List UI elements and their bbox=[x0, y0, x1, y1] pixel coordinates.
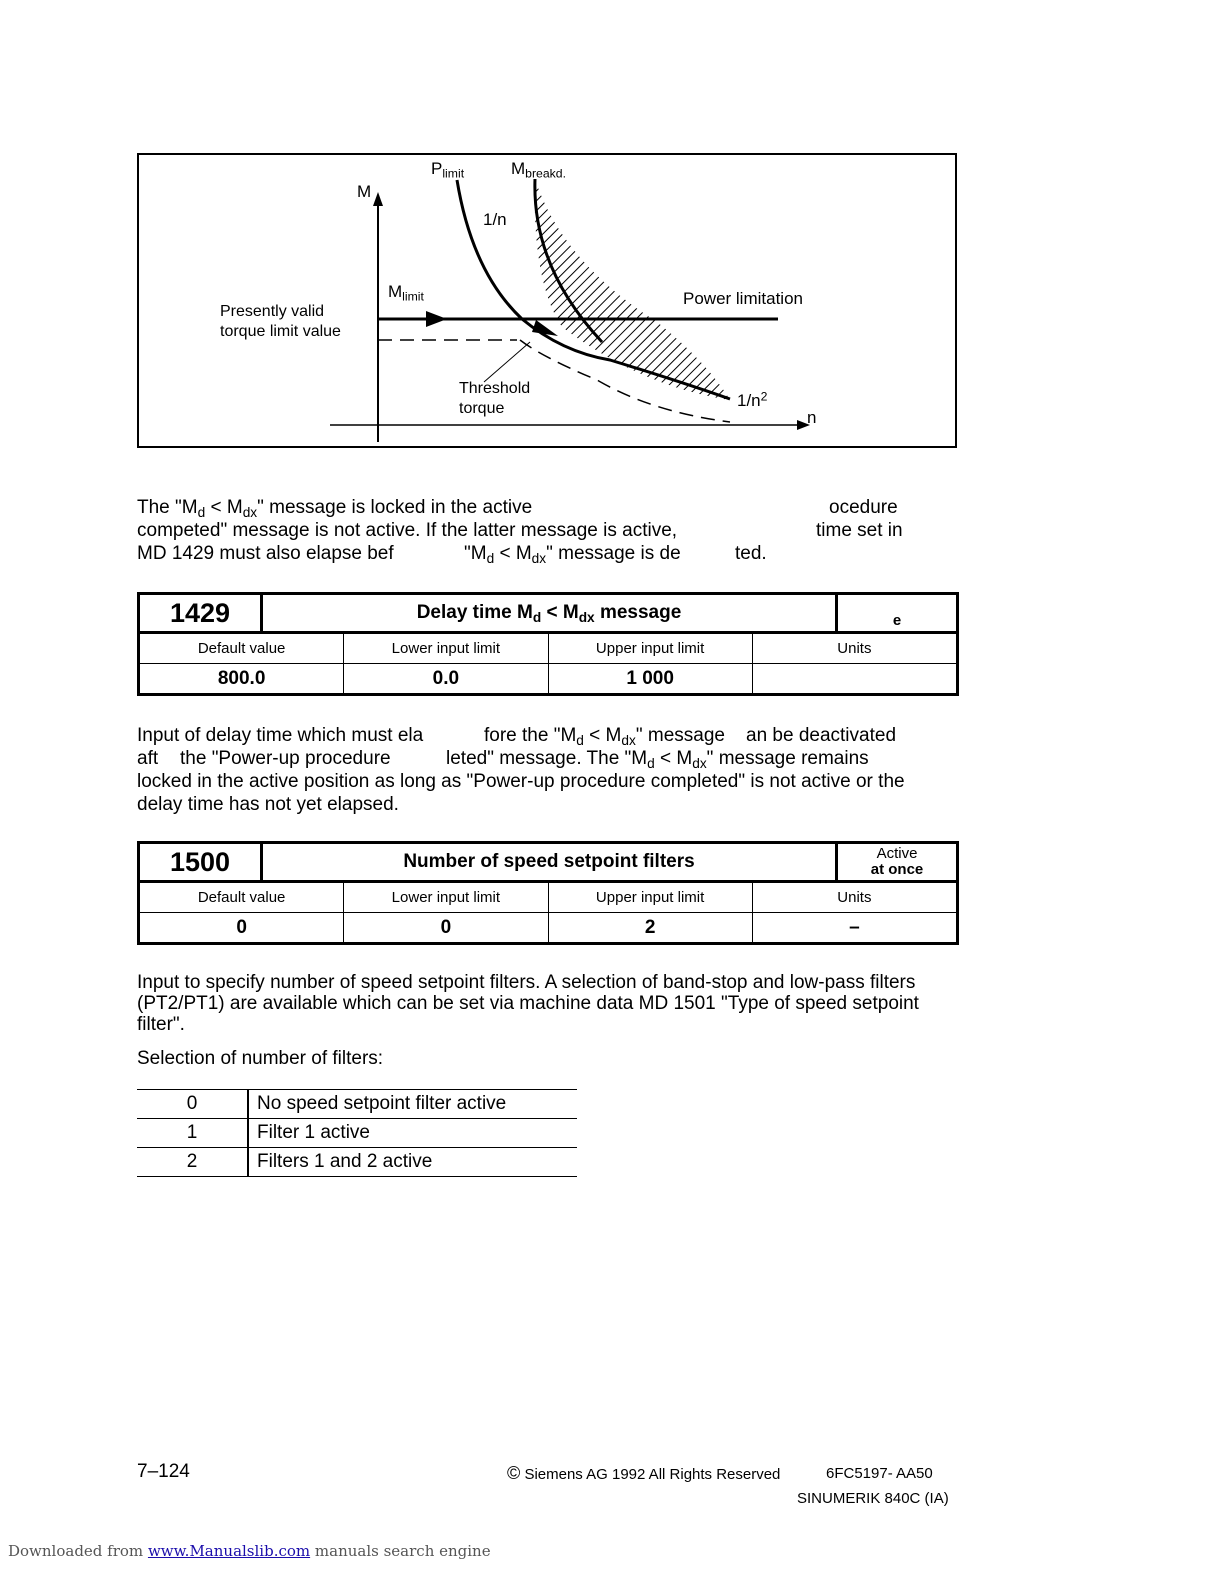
filter-count: 0 bbox=[137, 1090, 248, 1119]
lower-limit-label: Lower input limit bbox=[344, 634, 548, 663]
table-row bbox=[137, 1119, 577, 1148]
filter-description: Filters 1 and 2 active bbox=[248, 1148, 577, 1177]
torque-speed-diagram bbox=[137, 153, 957, 448]
threshold-leader bbox=[484, 342, 530, 382]
filter-description: Filter 1 active bbox=[248, 1119, 577, 1148]
default-value-label: Default value bbox=[140, 634, 344, 663]
paragraph-md-message-locked: The "$M_d < M_{dx}$" message is locked in the active ocedure competed" message is not active. If the latter message is active, time set in MD 1429 must also elapse bef "$M_d < M_{dx}$" message is de ted. bbox=[137, 497, 903, 567]
m-breakd-label: $M_{breakd.}$ bbox=[511, 159, 566, 181]
filter-count: 1 bbox=[137, 1119, 248, 1148]
axis-n-label: n bbox=[807, 408, 817, 427]
md-1429-table bbox=[137, 592, 959, 696]
md-activation: Active at once bbox=[835, 844, 956, 880]
units-label: Units bbox=[837, 889, 872, 906]
m-limit-arrow bbox=[426, 311, 447, 327]
md-title: Number of speed setpoint filters bbox=[403, 851, 695, 872]
default-value: 800.0 bbox=[140, 664, 344, 693]
md-number: 1429 bbox=[140, 595, 263, 631]
lower-limit-value: 0 bbox=[344, 913, 548, 942]
power-limitation-label: Power limitation bbox=[683, 289, 803, 308]
md-title: Delay time $M_d < M_{dx}$ message bbox=[416, 602, 682, 626]
upper-limit-label: Upper input limit bbox=[549, 634, 753, 663]
selection-heading: Selection of number of filters: bbox=[137, 1048, 384, 1069]
md-label-row bbox=[137, 634, 959, 664]
lower-limit-value: 0.0 bbox=[344, 664, 548, 693]
p-limit-label: $P_{limit}$ bbox=[431, 159, 465, 181]
p-limit-arrow bbox=[532, 320, 558, 336]
units-value: – bbox=[849, 917, 860, 938]
lower-limit-label: Lower input limit bbox=[344, 883, 548, 912]
filter-selection-table bbox=[137, 1089, 577, 1177]
md-number: 1500 bbox=[140, 844, 263, 880]
m-axis-arrow bbox=[373, 192, 383, 206]
page-number: 7–124 bbox=[137, 1461, 190, 1482]
md-label-row bbox=[137, 883, 959, 913]
paragraph-delay-time: Input of delay time which must ela fore the "$M_d < M_{dx}$" message an be deactivated aft the "Power-up procedure leted" message. The "$M_d < M_{dx}$" message remains locked in the active position as long as "Power-up procedure completed" is not active or the delay time has not yet elapsed. bbox=[137, 725, 905, 815]
upper-limit-value: 1 000 bbox=[549, 664, 753, 693]
one-over-n-label: 1/n bbox=[483, 210, 507, 229]
units-value bbox=[753, 664, 956, 693]
threshold-torque-label: Threshold torque bbox=[459, 380, 531, 417]
filter-description: No speed setpoint filter active bbox=[248, 1090, 577, 1119]
axis-m-label: M bbox=[357, 182, 372, 201]
order-number: 6FC5197- AA50 bbox=[826, 1465, 933, 1482]
one-over-n2-label: $1/n^2$ bbox=[737, 389, 768, 410]
product-name: SINUMERIK 840C (IA) bbox=[797, 1490, 949, 1507]
table-row bbox=[137, 1148, 577, 1177]
upper-limit-value: 2 bbox=[549, 913, 753, 942]
filter-count: 2 bbox=[137, 1148, 248, 1177]
paragraph-filter-input: Input to specify number of speed setpoint filters. A selection of band-stop and low-pass filters (PT2/PT1) are available which can be set via machine data MD 1501 "Type of speed setpoint filter". bbox=[137, 972, 919, 1035]
manualslib-link[interactable]: www.Manualslib.com bbox=[147, 1542, 311, 1560]
md-value-row bbox=[137, 913, 959, 945]
copyright: © Siemens AG 1992 All Rights Reserved bbox=[507, 1463, 781, 1483]
default-value-label: Default value bbox=[140, 883, 344, 912]
download-footer: Downloaded from www.Manualslib.com manuals search engine bbox=[8, 1542, 491, 1560]
table-row bbox=[137, 1090, 577, 1119]
md-1500-table bbox=[137, 841, 959, 945]
units-label: Units bbox=[837, 640, 872, 657]
upper-limit-label: Upper input limit bbox=[549, 883, 753, 912]
md-1429-header bbox=[137, 592, 959, 634]
md-activation: e bbox=[835, 595, 956, 631]
m-limit-label: $M_{limit}$ bbox=[388, 282, 424, 304]
md-value-row bbox=[137, 664, 959, 696]
presently-valid-label: Presently valid torque limit value bbox=[220, 303, 341, 340]
default-value: 0 bbox=[140, 913, 344, 942]
md-1500-header bbox=[137, 841, 959, 883]
